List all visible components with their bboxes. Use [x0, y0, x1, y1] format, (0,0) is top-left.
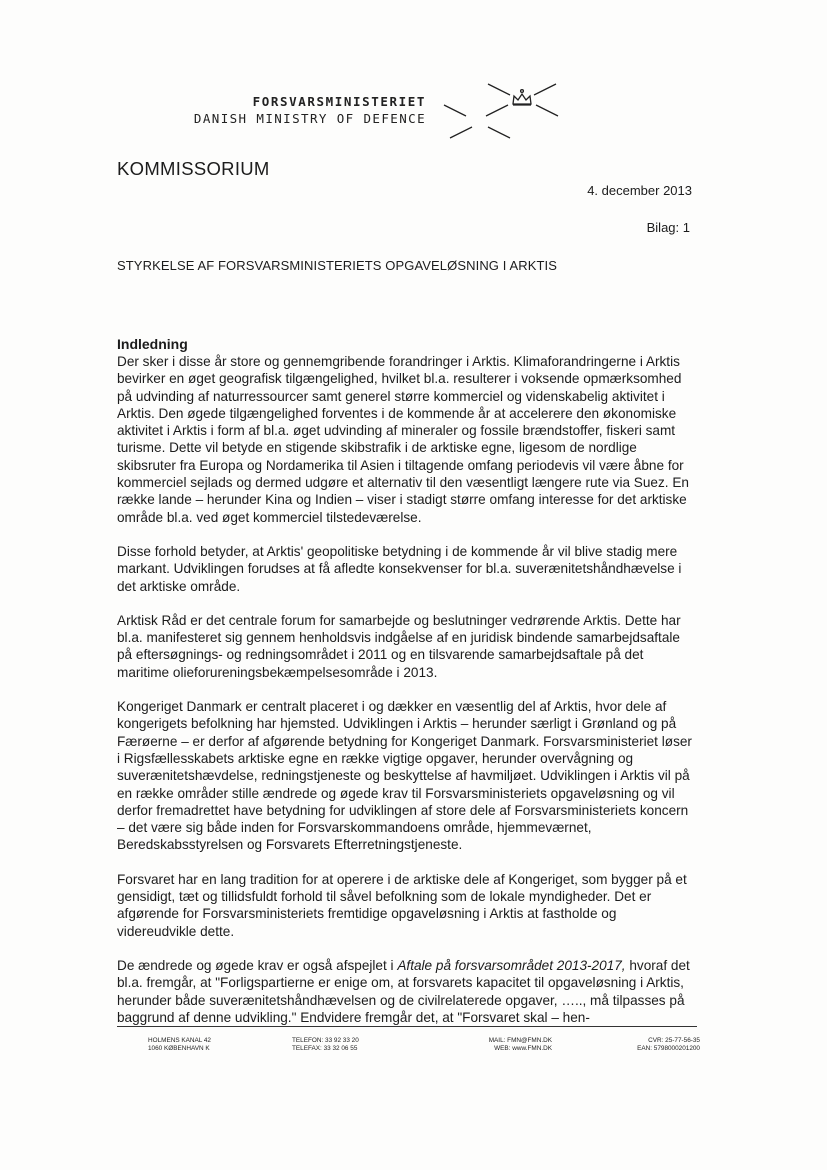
- paragraph: Arktisk Råd er det centrale forum for samarbejde og beslutninger vedrørende Arktis. Dette har bl.a. manifesteret sig gennem henholdsvis indgåelse af en juridisk bindende samarbejdsaftale på eftersøgnings- og redningsområdet i 2011 og en tilsvarende samarbejdsaftale på det maritime olieforureningsbekæmpelsesområde i 2013.: [117, 612, 681, 680]
- paragraph: Disse forhold betyder, at Arktis' geopolitiske betydning i de kommende år vil blive stadig mere markant. Udviklingen forudses at få afledte konsekvenser for bl.a. suverænitetshåndhævelse i det arktiske område.: [117, 543, 682, 594]
- footer-telephone: TELEFON: 33 92 33 20: [292, 1037, 359, 1044]
- document-subject: STYRKELSE AF FORSVARSMINISTERIETS OPGAVELØSNING I ARKTIS: [117, 258, 557, 273]
- letterhead: [140, 94, 426, 127]
- footer-mail: MAIL: FMN@FMN.DK: [488, 1037, 552, 1044]
- letterhead-ministry-name: FORSVARSMINISTERIET: [252, 94, 426, 109]
- footer-address: [148, 1037, 211, 1053]
- footer-phone: [292, 1037, 359, 1053]
- paragraph: Forsvaret har en lang tradition for at operere i de arktiske dele af Kongeriget, som bygger på et gensidigt, tæt og tillidsfuldt forhold til såvel befolkning som de lokale myndigheder. Det er afgørende for Forsvarsministeriets fremtidige opgaveløsning i Arktis at fastholde og videreudvikle dette.: [117, 871, 687, 939]
- section-heading: Indledning: [117, 336, 188, 352]
- paragraph: Kongeriget Danmark er centralt placeret i og dækker en væsentlig del af Arktis, hvor dele af kongerigets befolkning har hjemsted. Udviklingen i Arktis – herunder særligt i Grønland og på Færøerne – er derfor af afgørende betydning for Kongeriget Danmark. Forsvarsministeriet løser i Rigsfællesskabets arktiske egne en række vigtige opgaver, herunder overvågning og suverænitetshævdelse, redningstjeneste og beskyttelse af havmiljøet. Udviklingen i Arktis vil på en række områder stille ændrede og øgede krav til Forsvarsministeriets opgaveløsning og vil derfor fremadrettet have betydning for udviklingen af store dele af Forsvarsministeriets koncern – det være sig både inden for Forsvarskommandoens område, hjemmeværnet, Beredskabsstyrelsen og Forsvarets Efterretningstjeneste.: [117, 699, 692, 853]
- document-date: 4. december 2013: [587, 183, 692, 198]
- footer-cvr: CVR: 25-77-56-35: [648, 1037, 700, 1044]
- footer-contact: [470, 1037, 552, 1053]
- footer-telefax: TELEFAX: 33 32 06 55: [292, 1045, 358, 1052]
- footer-web: WEB: www.FMN.DK: [494, 1045, 552, 1052]
- document-title: KOMMISSORIUM: [117, 158, 270, 179]
- footer-ean: EAN: 5798000201200: [637, 1045, 700, 1052]
- paragraph-text: hvoraf det bl.a. fremgår, at "Forligspartierne er enige om, at forsvarets kapacitet til opgaveløsning i Arktis, herunder både suverænitetshåndhævelsen og de civilrelaterede opgaver, ….., må tilpasses på baggrund af denne udvikling." Endvidere fremgår det, at "Forsvaret skal – hen-: [117, 957, 690, 1025]
- footer-city: 1060 KØBENHAVN K: [148, 1045, 210, 1052]
- document-body: [117, 335, 697, 1043]
- footer-divider: [117, 1026, 697, 1027]
- crown-emblem-icon: [440, 74, 560, 146]
- attachment-number: Bilag: 1: [646, 220, 690, 235]
- paragraph: Der sker i disse år store og gennemgribende forandringer i Arktis. Klimaforandringerne i Arktis bevirker en øget geografisk tilgængelighed, hvilket bl.a. resulterer i voksende opmærksomhed på udvinding af naturressourcer samt generel større kommerciel og videnskabelig aktivitet i Arktis. Den øgede tilgængelighed forventes i de kommende år at accelerere den økonomiske aktivitet i Arktis i form af bl.a. øget udvinding af mineraler og fossile brændstoffer, fiskeri samt turisme. Dette vil betyde en stigende skibstrafik i de arktiske egne, ligesom de nordlige skibsruter fra Europa og Nordamerika til Asien i tiltagende omfang periodevis vil være åbne for kommerciel sejlads og dermed udgøre et alternativ til den væsentligt længere rute via Suez. En række lande – herunder Kina og Indien – viser i stadigt større omfang interesse for det arktiske område bl.a. ved øget kommerciel tilstedeværelse.: [117, 354, 689, 525]
- agreement-title: Aftale på forsvarsområdet 2013-2017,: [397, 957, 626, 973]
- paragraph-text: De ændrede og øgede krav er også afspejlet i: [117, 957, 398, 973]
- footer-street: HOLMENS KANAL 42: [148, 1037, 211, 1044]
- letterhead-ministry-name-english: DANISH MINISTRY OF DEFENCE: [193, 111, 426, 126]
- footer-registration: [610, 1037, 700, 1053]
- paragraph-last: [117, 957, 697, 1026]
